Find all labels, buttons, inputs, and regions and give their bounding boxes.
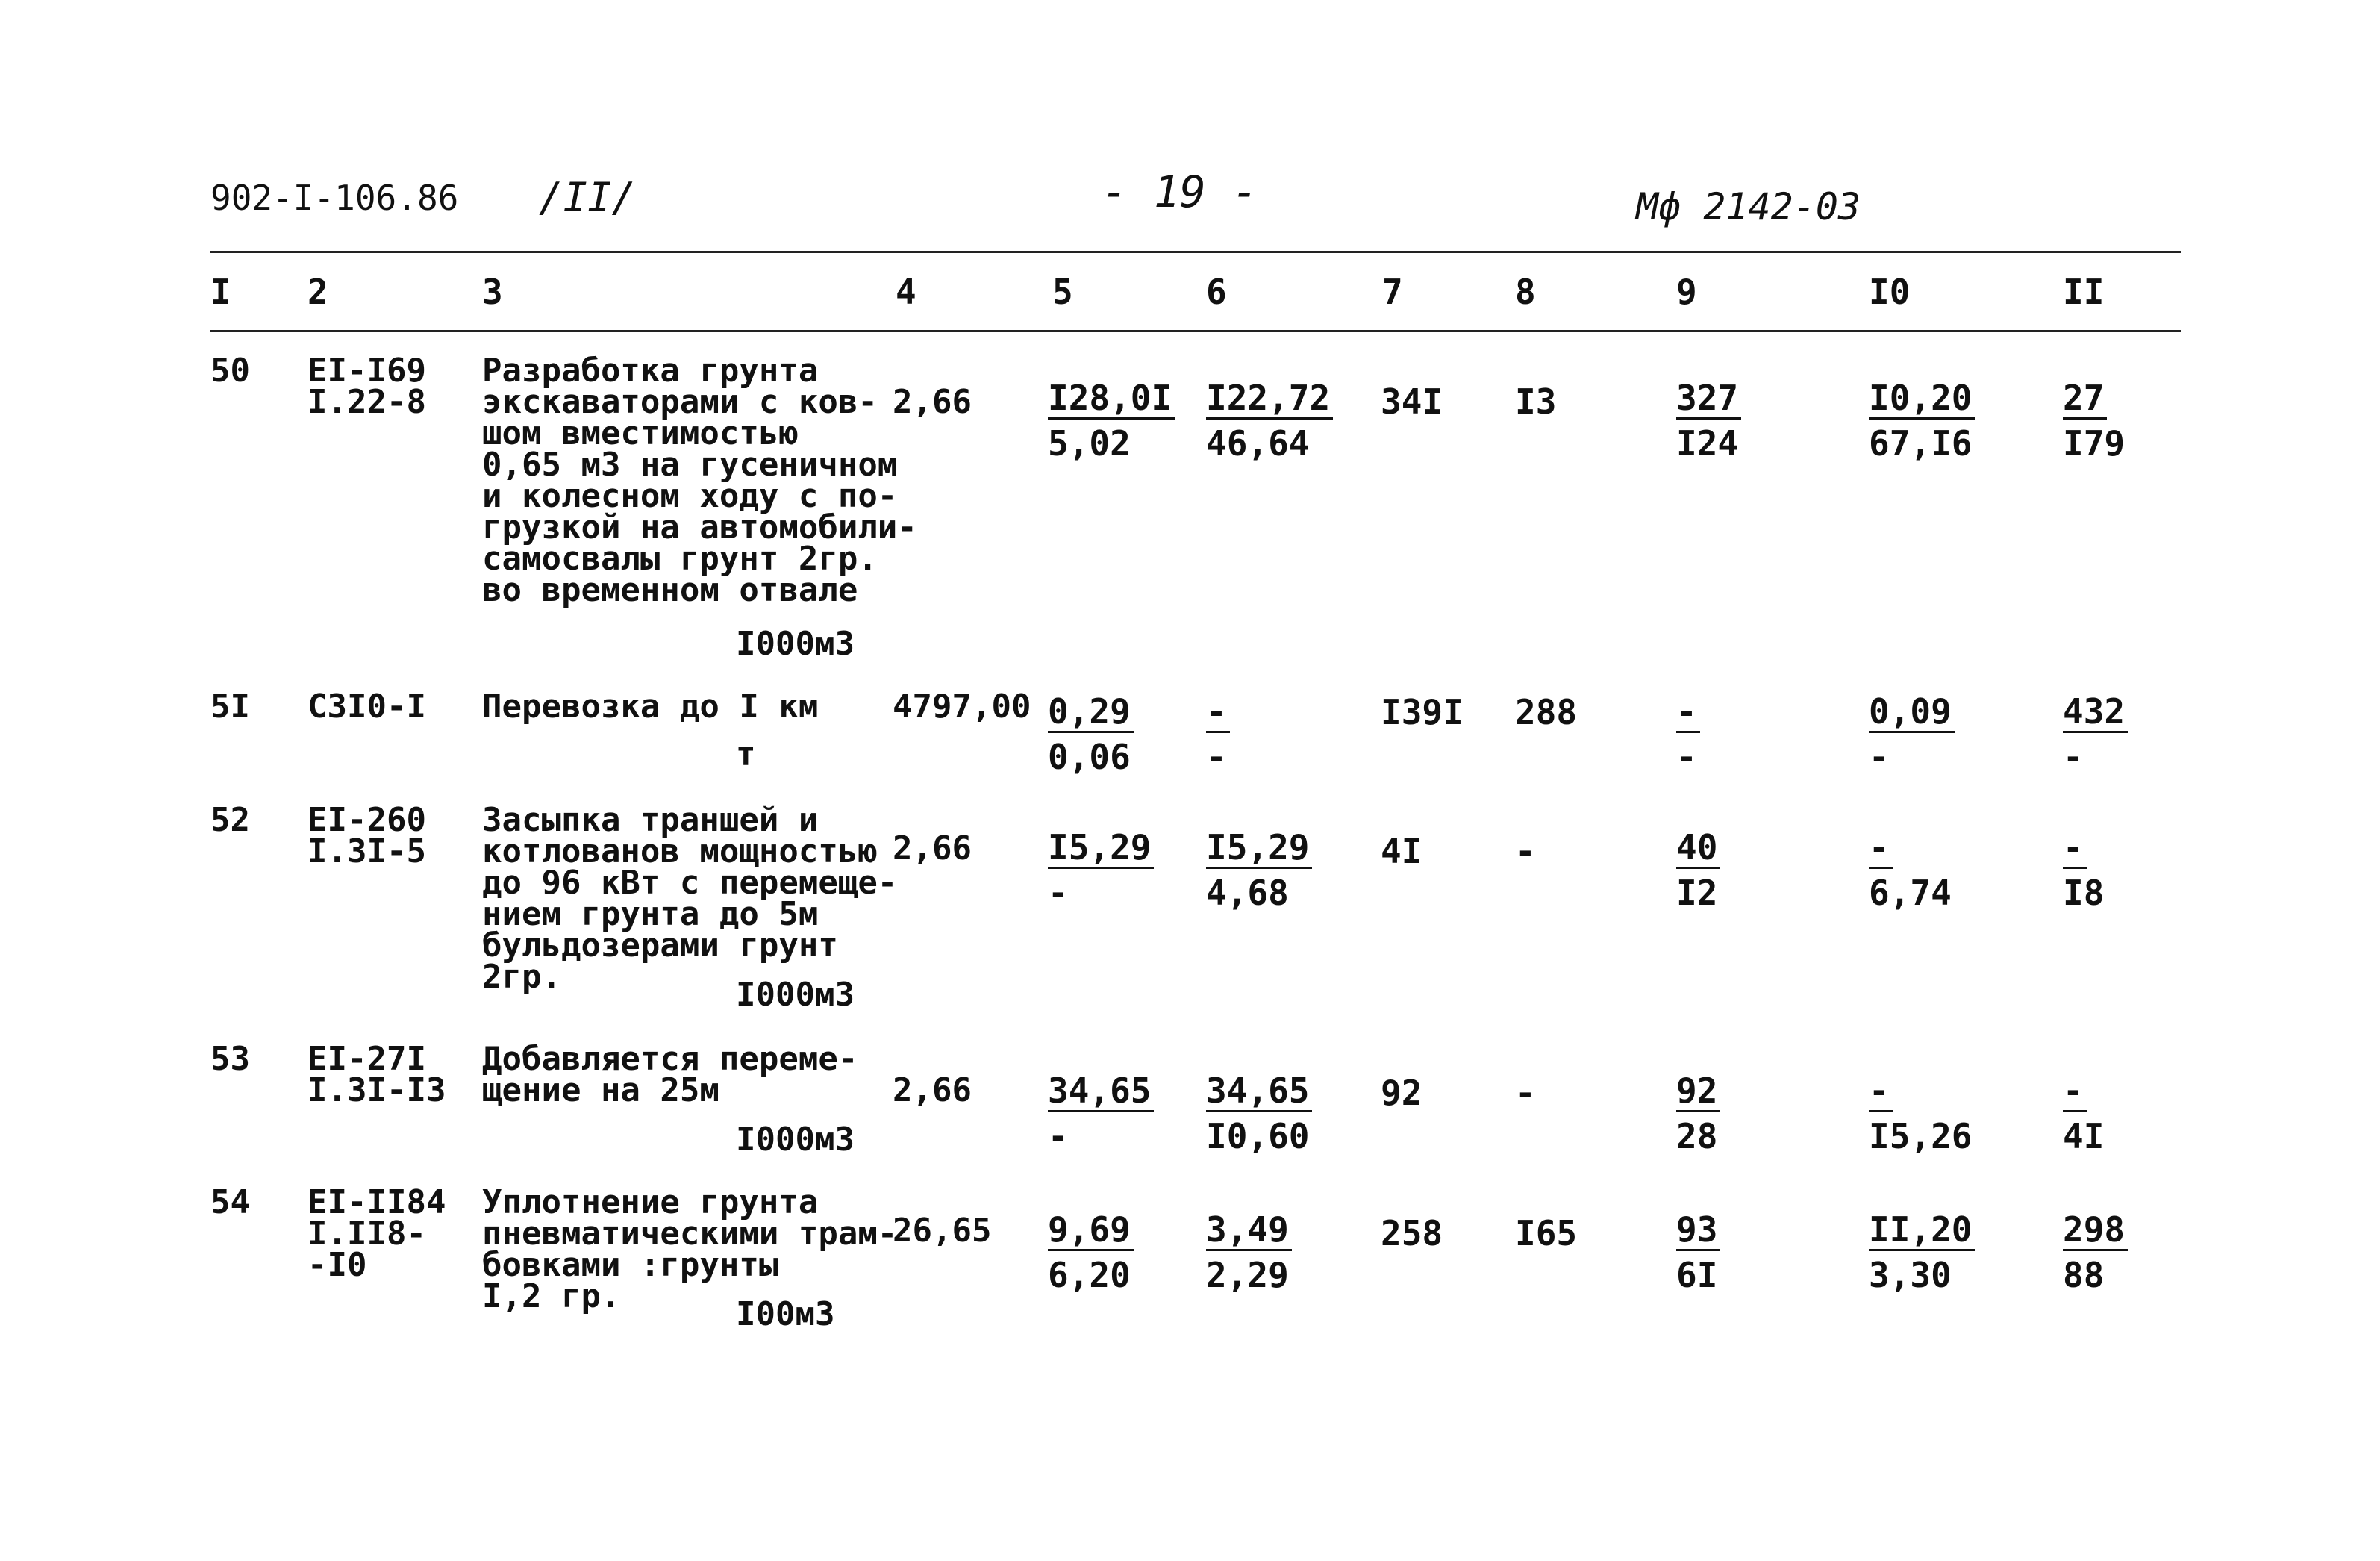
work-description: Добавляется переме- щение на 25м <box>482 1040 858 1109</box>
row-number: 53 <box>210 1040 250 1078</box>
col7-value: 92 <box>1381 1073 1422 1113</box>
col10-value: $\frac{II,20}{3,30}$ <box>1869 1209 1975 1297</box>
col5-value: $\frac{I28,0I}{5,02}$ <box>1048 378 1175 466</box>
row-number: 54 <box>210 1183 250 1221</box>
row-number: 5I <box>210 688 250 726</box>
col8-value: - <box>1515 831 1536 871</box>
col7-value: 4I <box>1381 831 1422 871</box>
col10-value: $\frac{I0,20}{67,I6}$ <box>1869 378 1975 466</box>
col11-value: $\frac{298}{88}$ <box>2063 1209 2128 1297</box>
column-number: 9 <box>1676 272 1697 312</box>
col8-value: 288 <box>1515 692 1578 732</box>
column-number: I0 <box>1869 272 1911 312</box>
col11-value: $\frac{27}{I79}$ <box>2063 378 2126 464</box>
quantity: 2,66 <box>893 1071 972 1109</box>
column-number: 5 <box>1052 272 1073 312</box>
col9-value: - - <box>1676 691 1700 779</box>
column-number: II <box>2063 272 2105 312</box>
norm-code: EI-II84 I.II8- -I0 <box>307 1183 446 1284</box>
column-number: 8 <box>1515 272 1536 312</box>
col6-value: $\frac{3,49}{2,29}$ <box>1206 1209 1292 1297</box>
col8-value: I65 <box>1515 1213 1578 1253</box>
col7-value: 258 <box>1381 1213 1443 1253</box>
col7-value: I39I <box>1381 692 1464 732</box>
work-description: Уплотнение грунта пневматическими трам- бовками :грунты I,2 гр. <box>482 1183 898 1315</box>
header-rule-bottom <box>210 330 2181 332</box>
header-rule-top <box>210 251 2181 253</box>
unit-of-measure: I00м3 <box>736 1295 835 1333</box>
norm-code: С3I0-I <box>307 688 426 726</box>
col6-value: $\frac{I22,72}{46,64}$ <box>1206 378 1333 466</box>
col5-value: 34,65 - <box>1048 1071 1154 1159</box>
col5-value: $\frac{0,29}{0,06}$ <box>1048 691 1134 779</box>
unit-of-measure: I000м3 <box>736 625 855 663</box>
document-number: 902-I-106.86 <box>210 178 459 218</box>
column-number: 7 <box>1382 272 1403 312</box>
col5-value: I5,29 - <box>1048 827 1154 915</box>
quantity: 2,66 <box>893 383 972 421</box>
col9-value: $\frac{92}{28}$ <box>1676 1071 1720 1159</box>
norm-code: EI-260 I.3I-5 <box>307 801 426 870</box>
column-number: I <box>210 272 231 312</box>
quantity: 26,65 <box>893 1212 992 1250</box>
col6-value: - - <box>1206 691 1230 779</box>
col11-value: - 4I <box>2063 1071 2105 1156</box>
row-number: 50 <box>210 352 250 390</box>
unit-of-measure: I000м3 <box>736 1121 855 1159</box>
norm-code: EI-I69 I.22-8 <box>307 352 426 421</box>
col11-value: - I8 <box>2063 827 2105 913</box>
page-number: - 19 - <box>1102 166 1258 217</box>
col7-value: 34I <box>1381 381 1443 422</box>
col10-value: - 6,74 <box>1869 827 1952 913</box>
page-header <box>0 168 2380 228</box>
column-number: 2 <box>307 272 328 312</box>
quantity: 2,66 <box>893 829 972 867</box>
col6-value: $\frac{I5,29}{4,68}$ <box>1206 827 1312 915</box>
column-number: 4 <box>896 272 916 312</box>
norm-code: EI-27I I.3I-I3 <box>307 1040 446 1109</box>
part-number: /II/ <box>539 174 637 221</box>
document-code: Мф 2142-03 <box>1636 185 1861 228</box>
col6-value: $\frac{34,65}{I0,60}$ <box>1206 1071 1312 1159</box>
col5-value: $\frac{9,69}{6,20}$ <box>1048 1209 1134 1297</box>
unit-of-measure: т <box>736 735 756 773</box>
work-description: Разработка грунта экскаваторами с ков- шом вместимостью 0,65 м3 на гусеничном и колесном ходу с по- грузкой на автомобили- самосвалы грунт 2гр. во временном отвале <box>482 352 917 609</box>
column-number: 6 <box>1206 272 1227 312</box>
col9-value: $\frac{40}{I2}$ <box>1676 827 1720 915</box>
column-number: 3 <box>482 272 503 312</box>
work-description: Засыпка траншей и котлованов мощностью до 96 кВт с перемеще- нием грунта до 5м бульдозерами грунт 2гр. <box>482 801 898 996</box>
work-description: Перевозка до I км <box>482 688 819 726</box>
col10-value: 0,09 - <box>1869 691 1955 779</box>
col9-value: $\frac{93}{6I}$ <box>1676 1209 1720 1297</box>
row-number: 52 <box>210 801 250 839</box>
col8-value: I3 <box>1515 381 1557 422</box>
unit-of-measure: I000м3 <box>736 976 855 1014</box>
column-number-row <box>0 266 2380 318</box>
quantity: 4797,00 <box>893 688 1031 726</box>
col9-value: $\frac{327}{I24}$ <box>1676 378 1741 466</box>
col10-value: - I5,26 <box>1869 1071 1973 1156</box>
col11-value: 432 - <box>2063 691 2128 779</box>
col8-value: - <box>1515 1073 1536 1113</box>
